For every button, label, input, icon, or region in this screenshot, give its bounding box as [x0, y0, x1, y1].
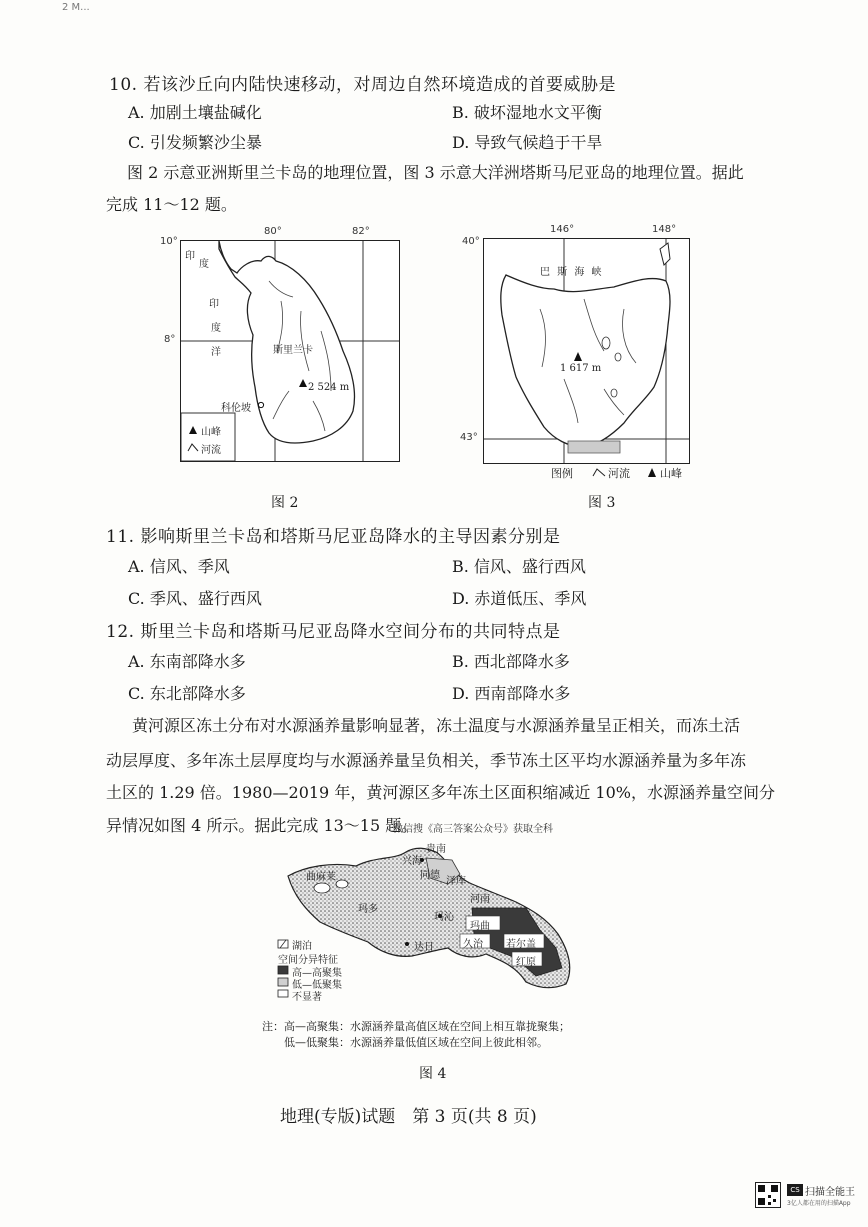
q12-option-d: D. 西南部降水多	[452, 684, 571, 703]
ocean-label-2: 度	[199, 259, 209, 270]
place-xinghai: 兴海	[402, 856, 422, 867]
place-zeku: 泽库	[446, 876, 466, 887]
legend-title: 空间分异特征	[278, 955, 338, 966]
intro3-line4: 异情况如图 4 所示。据此完成 13～15 题。	[106, 816, 418, 835]
legend-ns-label: 不显著	[292, 992, 322, 1003]
ocean-label-1: 印	[185, 251, 195, 262]
fig2-lat-8: 8°	[164, 334, 176, 345]
q12-stem: 12. 斯里兰卡岛和塔斯马尼亚岛降水空间分布的共同特点是	[106, 622, 561, 642]
fig2-lat-10: 10°	[160, 236, 178, 247]
fig3-legend-river: 河流	[608, 467, 630, 480]
header-mark: 2 M...	[62, 2, 90, 13]
place-maqin: 玛沁	[434, 912, 454, 923]
fig3-lat-43: 43°	[460, 432, 478, 443]
place-hongyuan: 红原	[516, 957, 536, 968]
legend-ll-label: 低—低聚集	[292, 980, 342, 991]
legend-lake-label: 湖泊	[292, 941, 312, 952]
figure-3-caption: 图 3	[588, 495, 616, 511]
ocean-label-3: 印	[209, 299, 219, 310]
scan-watermark: 微信搜《高三答案公众号》获取全科	[393, 824, 553, 835]
scanner-app-name: 扫描全能王	[805, 1187, 855, 1198]
peak-elevation: 2 524 m	[308, 382, 350, 393]
legend-river-label: 河流	[201, 445, 221, 456]
bass-strait-label: 巴 斯 海 峡	[540, 267, 604, 278]
camscanner-logo-icon: CS	[787, 1184, 803, 1196]
fig3-legend-river-icon	[592, 466, 606, 478]
q12-option-c: C. 东北部降水多	[128, 684, 246, 703]
scanner-tagline: 3亿人都在用的扫描App	[787, 1200, 851, 1207]
lake-icon	[314, 883, 330, 893]
q10-option-d: D. 导致气候趋于干旱	[452, 133, 603, 152]
legend-ns-icon	[278, 990, 288, 997]
q11-option-d: D. 赤道低压、季风	[452, 589, 587, 608]
place-ruoergai: 若尔盖	[506, 939, 536, 950]
fig2-lon-80: 80°	[264, 226, 282, 237]
q10-option-c: C. 引发频繁沙尘暴	[128, 133, 262, 152]
figure-2-map	[180, 240, 400, 462]
ocean-label-4: 度	[211, 323, 221, 334]
fig3-lat-40: 40°	[462, 236, 480, 247]
fig3-legend-title: 图例	[551, 467, 573, 480]
legend-hh-icon	[278, 966, 288, 974]
tasmania-coastline	[501, 275, 670, 447]
intro3-line1: 黄河源区冻土分布对水源涵养量影响显著，冻土温度与水源涵养量呈正相关，而冻土活	[132, 716, 741, 735]
q11-option-c: C. 季风、盛行西风	[128, 589, 262, 608]
legend-ll-icon	[278, 978, 288, 986]
legend-hh-label: 高—高聚集	[292, 968, 342, 979]
place-dari: 达日	[414, 942, 434, 953]
q11-stem: 11. 影响斯里兰卡岛和塔斯马尼亚岛降水的主导因素分别是	[106, 527, 561, 547]
intro3-line2: 动层厚度、多年冻土层厚度均与水源涵养量呈负相关，季节冻土区平均水源涵养量为多年冻	[106, 751, 747, 770]
place-qumalai: 曲麻莱	[306, 872, 336, 883]
place-maqu: 玛曲	[470, 921, 490, 932]
city-colombo: 科伦坡	[221, 403, 251, 414]
intro3-line3: 土区的 1.29 倍。1980—2019 年，黄河源区多年冻土区面积缩减近 10%，水源涵养量空间分	[106, 783, 775, 802]
place-guinan: 贵南	[426, 844, 446, 855]
place-henan: 河南	[470, 894, 490, 905]
figure-2-caption: 图 2	[271, 495, 299, 511]
island-name: 斯里兰卡	[273, 345, 313, 356]
place-tongde: 同德	[420, 870, 440, 881]
fig2-lon-82: 82°	[352, 226, 370, 237]
fig3-lon-148: 148°	[652, 224, 677, 235]
figure-4-map	[276, 838, 586, 1003]
fig3-lon-146: 146°	[550, 224, 575, 235]
figure-4-caption: 图 4	[419, 1066, 447, 1082]
q10-option-b: B. 破坏湿地水文平衡	[452, 103, 602, 122]
q11-option-a: A. 信风、季风	[128, 557, 230, 576]
lake-icon	[336, 880, 348, 888]
q12-option-b: B. 西北部降水多	[452, 652, 570, 671]
fig4-note-2: 低—低聚集：水源涵养量低值区域在空间上彼此相邻。	[284, 1036, 548, 1049]
q10-option-a: A. 加剧土壤盐碱化	[128, 103, 262, 122]
fig4-note-1: 注：高—高聚集：水源涵养量高值区域在空间上相互靠拢聚集；	[262, 1020, 570, 1033]
figure-3-map	[483, 238, 690, 464]
qr-code-icon	[755, 1182, 781, 1208]
fig3-legend-peak: 山峰	[660, 467, 682, 480]
intro2-line2: 完成 11～12 题。	[106, 195, 237, 214]
intro2-line1: 图 2 示意亚洲斯里兰卡岛的地理位置，图 3 示意大洋洲塔斯马尼亚岛的地理位置。据此	[127, 163, 744, 182]
q11-option-b: B. 信风、盛行西风	[452, 557, 586, 576]
q12-option-a: A. 东南部降水多	[128, 652, 246, 671]
q10-stem: 10. 若该沙丘向内陆快速移动，对周边自然环境造成的首要威胁是	[109, 75, 616, 95]
place-jiuzhi: 久治	[463, 939, 483, 950]
legend-peak-label: 山峰	[201, 427, 221, 438]
ocean-label-5: 洋	[211, 347, 221, 358]
peak-elevation: 1 617 m	[560, 363, 602, 374]
fig3-legend-peak-icon	[646, 466, 658, 478]
qr-code-pattern	[756, 1183, 780, 1207]
place-maduo: 玛多	[358, 904, 378, 915]
page-footer: 地理(专版)试题 第 3 页(共 8 页)	[280, 1107, 537, 1127]
